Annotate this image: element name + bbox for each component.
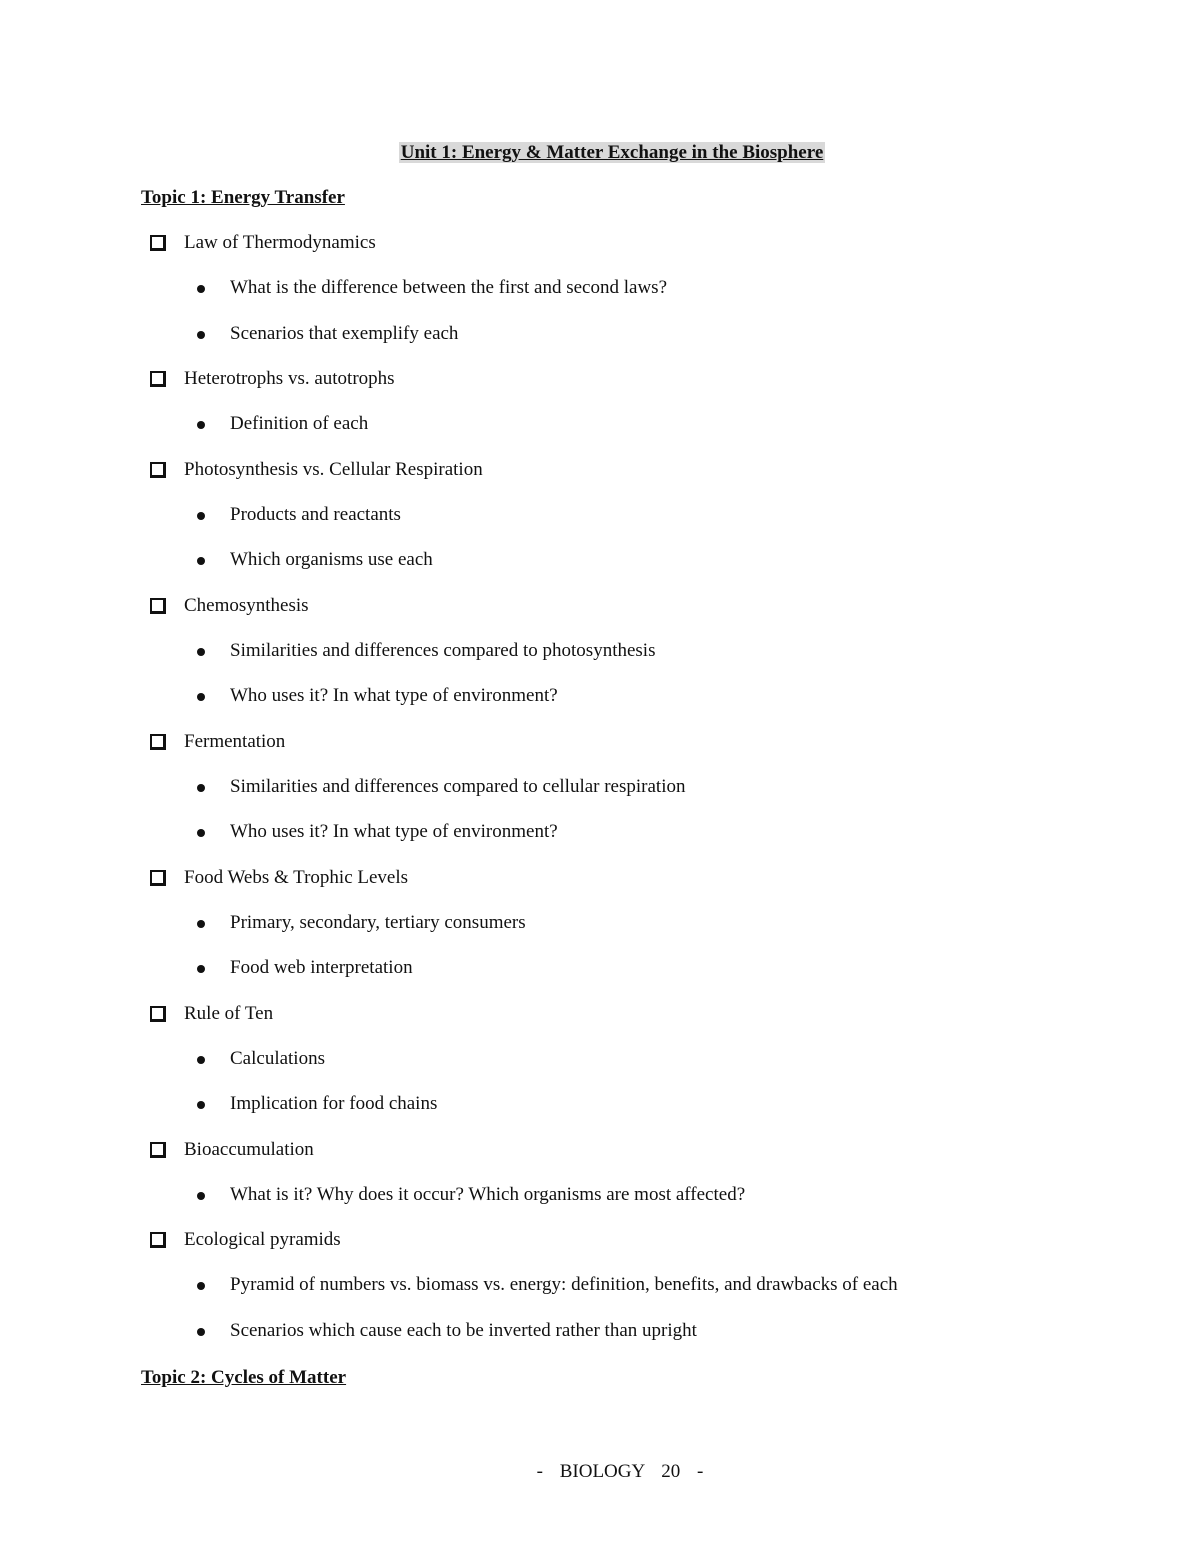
sub-bullet-text: Food web interpretation — [230, 957, 413, 978]
sub-bullet-item — [0, 546, 1200, 592]
topic-heading-cycles-of-matter: Topic 2: Cycles of Matter — [141, 1367, 347, 1388]
sub-bullet-text: Scenarios which cause each to be inverted rather than upright — [230, 1319, 697, 1341]
sub-bullet-text: What is the difference between the first and second laws? — [230, 277, 667, 298]
bullet-icon — [197, 1282, 205, 1290]
bullet-icon — [197, 1101, 205, 1109]
checklist-item — [0, 229, 1200, 274]
sub-bullet-text: Primary, secondary, tertiary consumers — [230, 911, 526, 933]
checkbox-icon — [150, 870, 166, 886]
bullet-icon — [197, 421, 205, 429]
sub-bullet-text: Who uses it? In what type of environment? — [230, 821, 558, 842]
checklist-item-label: Heterotrophs vs. autotrophs — [184, 368, 395, 389]
unit-title-text: Unit 1: Energy & Matter Exchange in the Biosphere — [400, 142, 824, 163]
checkbox-icon — [150, 1232, 166, 1248]
bullet-icon — [197, 784, 205, 792]
checkbox-icon — [150, 371, 166, 387]
checkbox-icon — [150, 462, 166, 478]
sub-bullet-text: Similarities and differences compared to cellular respiration — [230, 775, 686, 797]
checklist-item-label: Chemosynthesis — [184, 594, 309, 616]
checkbox-icon — [150, 598, 166, 614]
checklist-item-label: Photosynthesis vs. Cellular Respiration — [184, 458, 483, 480]
bullet-icon — [197, 648, 205, 656]
sub-bullet-item — [0, 320, 1200, 366]
sub-bullet-item — [0, 818, 1200, 864]
checklist-item — [0, 365, 1200, 410]
checkbox-icon — [150, 1142, 166, 1158]
topic-heading-energy-transfer: Topic 1: Energy Transfer — [141, 187, 345, 208]
bullet-icon — [197, 965, 205, 973]
checkbox-icon — [150, 734, 166, 750]
sub-bullet-text: What is it? Why does it occur? Which organisms are most affected? — [230, 1183, 746, 1205]
checklist-item-label: Fermentation — [184, 730, 286, 752]
bullet-icon — [197, 1328, 205, 1336]
sub-bullet-item — [0, 410, 1200, 456]
sub-bullet-item — [0, 1090, 1200, 1136]
bullet-icon — [197, 829, 205, 837]
checklist-item — [0, 1226, 1200, 1271]
checklist-item — [0, 1136, 1200, 1181]
bullet-icon — [197, 693, 205, 701]
sub-bullet-item — [0, 637, 1200, 683]
sub-bullet-item — [0, 954, 1200, 1000]
bullet-icon — [197, 920, 205, 928]
sub-bullet-text: Which organisms use each — [230, 549, 433, 570]
page-footer: - BIOLOGY 20 - — [536, 1461, 704, 1482]
sub-bullet-text: Implication for food chains — [230, 1093, 438, 1114]
sub-bullet-text: Who uses it? In what type of environment? — [230, 685, 558, 706]
sub-bullet-item — [0, 274, 1200, 320]
bullet-icon — [197, 285, 205, 293]
bullet-icon — [197, 1056, 205, 1064]
topic-outline — [0, 229, 1200, 1362]
bullet-icon — [197, 1192, 205, 1200]
checklist-item-label: Law of Thermodynamics — [184, 232, 376, 253]
sub-bullet-item — [0, 501, 1200, 547]
sub-bullet-text: Definition of each — [230, 413, 369, 434]
sub-bullet-text: Similarities and differences compared to photosynthesis — [230, 639, 656, 661]
checklist-item — [0, 456, 1200, 501]
bullet-icon — [197, 557, 205, 565]
checkbox-icon — [150, 235, 166, 251]
checkbox-icon — [150, 1006, 166, 1022]
checklist-item — [0, 592, 1200, 637]
checklist-item — [0, 728, 1200, 773]
sub-bullet-item — [0, 1317, 1200, 1363]
checklist-item-label: Bioaccumulation — [184, 1138, 314, 1160]
sub-bullet-item — [0, 682, 1200, 728]
sub-bullet-item — [0, 1271, 1200, 1317]
checklist-item-label: Ecological pyramids — [184, 1229, 341, 1250]
sub-bullet-item — [0, 1045, 1200, 1091]
bullet-icon — [197, 331, 205, 339]
checklist-item — [0, 1000, 1200, 1045]
sub-bullet-item — [0, 1181, 1200, 1227]
sub-bullet-text: Calculations — [230, 1047, 325, 1069]
checklist-item — [0, 864, 1200, 909]
sub-bullet-item — [0, 909, 1200, 955]
sub-bullet-text: Products and reactants — [230, 503, 401, 525]
unit-title — [0, 140, 1200, 166]
sub-bullet-text: Pyramid of numbers vs. biomass vs. energy: definition, benefits, and drawbacks of each — [230, 1274, 898, 1295]
sub-bullet-item — [0, 773, 1200, 819]
sub-bullet-text: Scenarios that exemplify each — [230, 322, 459, 344]
checklist-item-label: Food Webs & Trophic Levels — [184, 866, 409, 888]
checklist-item-label: Rule of Ten — [184, 1002, 274, 1024]
bullet-icon — [197, 512, 205, 520]
